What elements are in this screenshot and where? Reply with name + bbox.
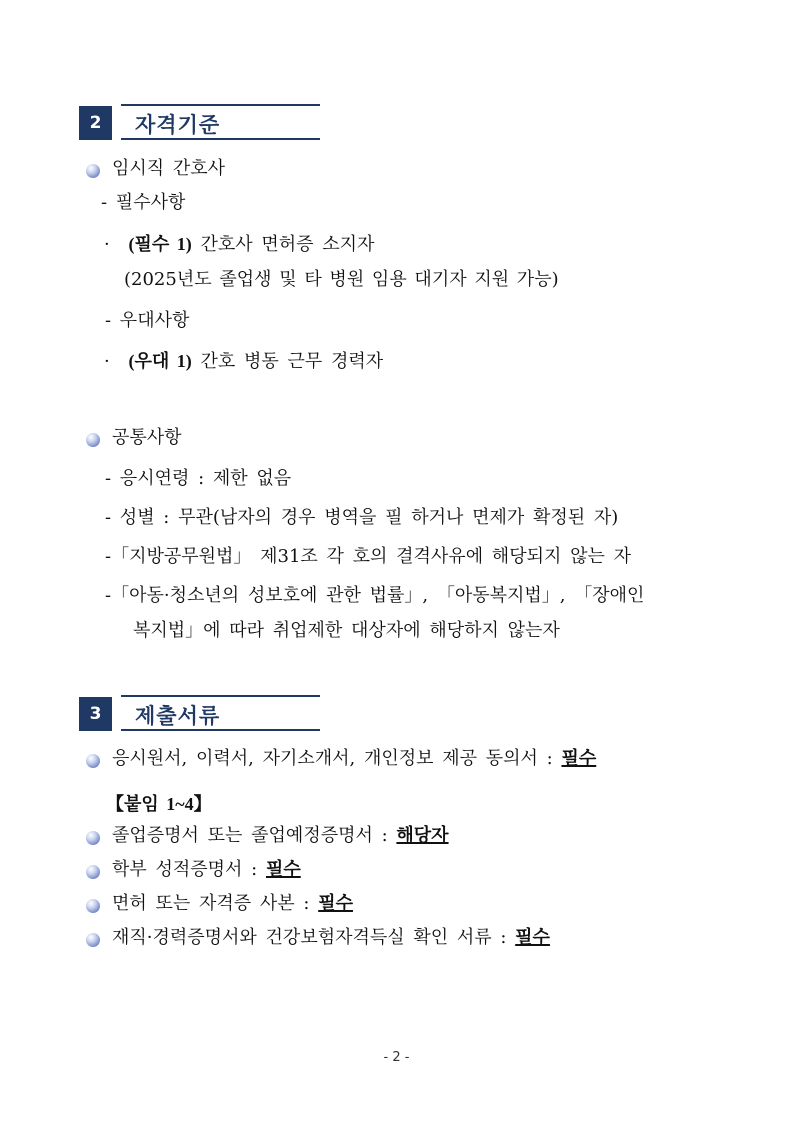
document-text: 졸업증명서 또는 졸업예정증명서 :	[112, 825, 388, 846]
bullet-icon	[86, 433, 100, 447]
section-number: 2	[79, 106, 112, 140]
document-item	[112, 926, 550, 950]
preferred-1	[104, 349, 383, 374]
attachment-label: 【붙임 1~4】	[106, 794, 212, 814]
section-title: 제출서류	[135, 704, 221, 728]
common-item: - 성별 : 무관(남자의 경우 병역을 필 하거나 면제가 확정된 자)	[105, 507, 619, 528]
document-text: 학부 성적증명서 :	[112, 859, 258, 880]
document-item	[112, 892, 353, 916]
header-rule-bottom	[121, 729, 320, 731]
requirement-badge: 필수	[561, 748, 597, 769]
required-header: - 필수사항	[101, 192, 186, 213]
preferred-text: 간호 병동 근무 경력자	[200, 351, 384, 372]
section-2-header	[79, 104, 320, 140]
section-number: 3	[79, 697, 112, 731]
requirement-badge: 필수	[318, 893, 353, 914]
document-text: 면허 또는 자격증 사본 :	[112, 893, 310, 914]
section-title: 자격기준	[135, 113, 221, 137]
preferred-header: - 우대사항	[105, 310, 190, 331]
bullet-icon	[86, 831, 100, 845]
requirement-1	[104, 232, 374, 257]
common-item: -「지방공무원법」 제31조 각 호의 결격사유에 해당되지 않는 자	[105, 546, 631, 567]
header-rule-bottom	[121, 138, 320, 140]
common-item-continued: 복지법」에 따라 취업제한 대상자에 해당하지 않는자	[133, 620, 560, 641]
requirement-badge: 필수	[515, 927, 550, 948]
requirement-label: (필수 1)	[128, 234, 192, 254]
list-dot: ·	[104, 234, 110, 255]
bullet-icon	[86, 754, 100, 768]
temp-nurse-heading: 임시직 간호사	[112, 158, 226, 179]
requirement-badge: 해당자	[396, 825, 449, 846]
header-rule-top	[121, 104, 320, 106]
requirement-note: (2025년도 졸업생 및 타 병원 임용 대기자 지원 가능)	[124, 269, 559, 290]
bullet-icon	[86, 933, 100, 947]
common-item: - 응시연령 : 제한 없음	[105, 468, 292, 489]
document-text: 응시원서, 이력서, 자기소개서, 개인정보 제공 동의서 :	[112, 748, 553, 769]
document-item	[112, 747, 596, 771]
document-item	[112, 858, 301, 882]
page-number: - 2 -	[383, 1050, 410, 1065]
document-item	[112, 824, 449, 848]
document-text: 재직·경력증명서와 건강보험자격득실 확인 서류 :	[112, 927, 507, 948]
bullet-icon	[86, 865, 100, 879]
bullet-icon	[86, 899, 100, 913]
common-item: -「아동·청소년의 성보호에 관한 법률」, 「아동복지법」, 「장애인	[105, 585, 645, 606]
common-heading: 공통사항	[112, 427, 182, 448]
requirement-badge: 필수	[265, 859, 301, 880]
header-rule-top	[121, 695, 320, 697]
bullet-icon	[86, 164, 100, 178]
requirement-text: 간호사 면허증 소지자	[200, 234, 375, 255]
section-3-header	[79, 695, 320, 731]
preferred-label: (우대 1)	[128, 351, 192, 371]
list-dot: ·	[104, 351, 110, 372]
